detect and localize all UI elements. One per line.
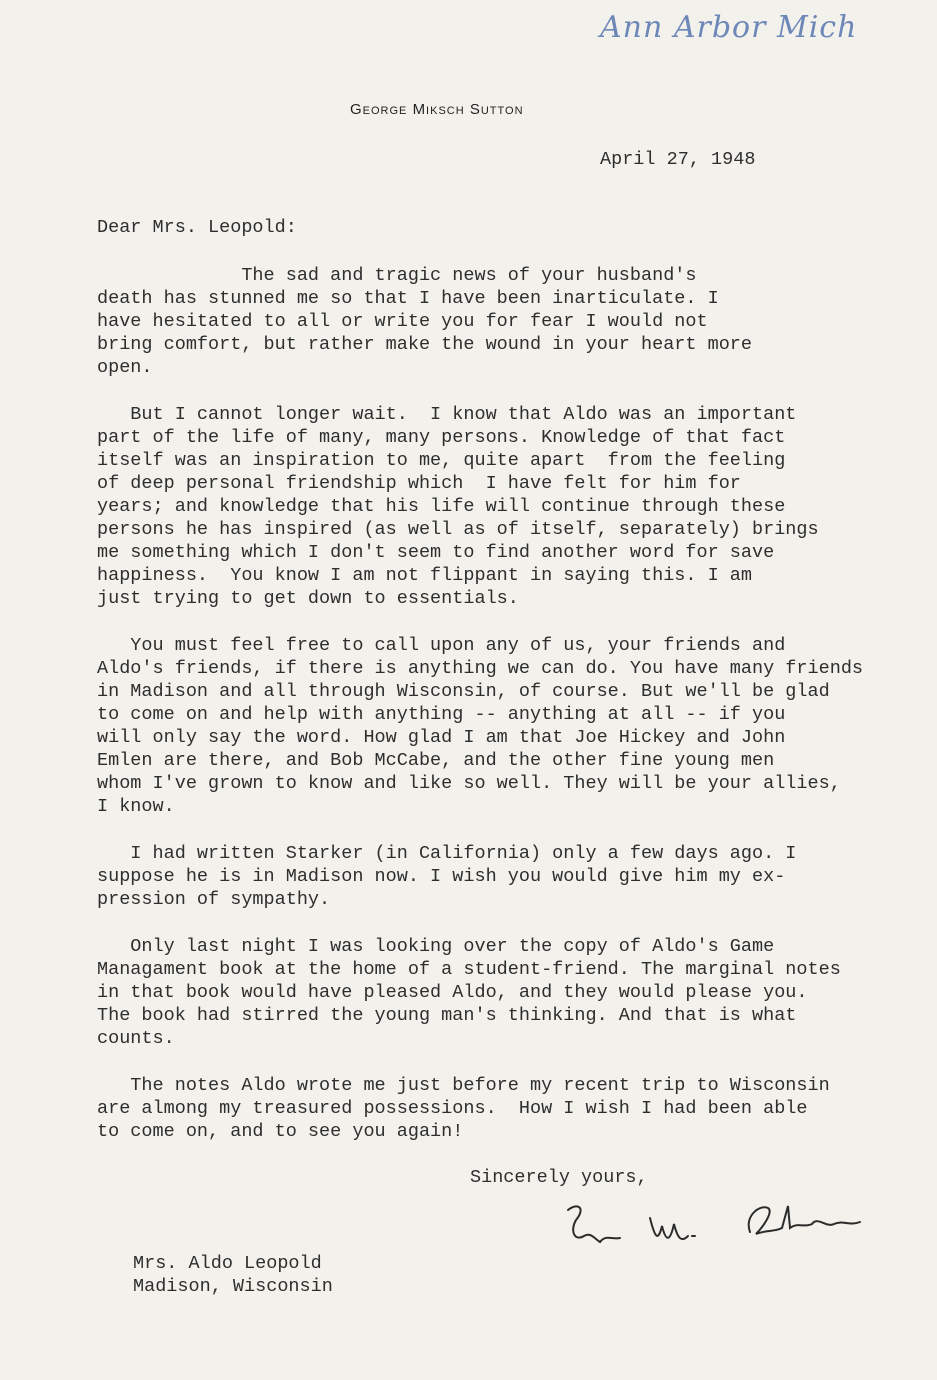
body-line: open. (97, 357, 153, 378)
body-line: itself was an inspiration to me, quite apart from the feeling (97, 450, 786, 471)
body-line: in Madison and all through Wisconsin, of course. But we'll be glad (97, 681, 830, 702)
body-line: bring comfort, but rather make the wound in your heart more (97, 334, 753, 355)
body-line: You must feel free to call upon any of us, your friends and (97, 635, 786, 656)
body-line: The notes Aldo wrote me just before my recent trip to Wisconsin (97, 1075, 830, 1096)
body-line: Aldo's friends, if there is anything we can do. You have many friends (97, 658, 864, 679)
body-line: The book had stirred the young man's thinking. And that is what (97, 1005, 797, 1026)
body-line: years; and knowledge that his life will continue through these (97, 496, 786, 517)
body-line: Emlen are there, and Bob McCabe, and the other fine young men (97, 750, 775, 771)
handwritten-annotation: Ann Arbor Mich (600, 10, 858, 45)
body-line: counts. (97, 1028, 175, 1049)
body-line: will only say the word. How glad I am that Joe Hickey and John (97, 727, 786, 748)
body-line: Only last night I was looking over the copy of Aldo's Game (97, 936, 775, 957)
body-line: of deep personal friendship which I have felt for him for (97, 473, 741, 494)
recipient-location: Madison, Wisconsin (133, 1276, 333, 1297)
letter-date: April 27, 1948 (600, 149, 756, 170)
closing: Sincerely yours, (470, 1167, 648, 1188)
body-line: I know. (97, 796, 175, 817)
recipient-name: Mrs. Aldo Leopold (133, 1253, 322, 1274)
body-line: Managament book at the home of a student-friend. The marginal notes (97, 959, 841, 980)
body-line: suppose he is in Madison now. I wish you would give him my ex- (97, 866, 786, 887)
salutation: Dear Mrs. Leopold: (97, 217, 297, 238)
body-line: happiness. You know I am not flippant in saying this. I am (97, 565, 753, 586)
body-line: to come on, and to see you again! (97, 1121, 464, 1142)
body-line: have hesitated to all or write you for fear I would not (97, 311, 708, 332)
body-line: are almong my treasured possessions. How I wish I had been able (97, 1098, 808, 1119)
signature (560, 1198, 880, 1258)
body-line: part of the life of many, many persons. Knowledge of that fact (97, 427, 786, 448)
body-line: death has stunned me so that I have been inarticulate. I (97, 288, 719, 309)
body-line: in that book would have pleased Aldo, and they would please you. (97, 982, 808, 1003)
body-line: The sad and tragic news of your husband's (97, 265, 697, 286)
body-line: me something which I don't seem to find another word for save (97, 542, 775, 563)
letterhead: George Miksch Sutton (350, 101, 524, 118)
body-line: I had written Starker (in California) only a few days ago. I (97, 843, 797, 864)
body-line: pression of sympathy. (97, 889, 331, 910)
body-line: to come on and help with anything -- anything at all -- if you (97, 704, 786, 725)
body-line: But I cannot longer wait. I know that Aldo was an important (97, 404, 797, 425)
body-line: just trying to get down to essentials. (97, 588, 519, 609)
body-line: persons he has inspired (as well as of itself, separately) brings (97, 519, 819, 540)
body-line: whom I've grown to know and like so well. They will be your allies, (97, 773, 841, 794)
